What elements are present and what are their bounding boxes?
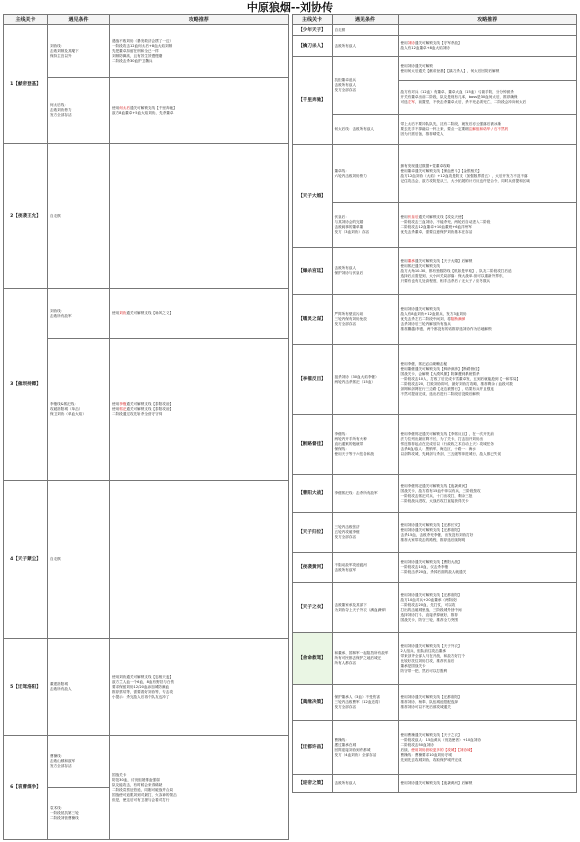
chapter-name: 6【袁曹煤争】 [4, 736, 48, 840]
table-row [292, 775, 577, 793]
table-row [292, 295, 577, 345]
table-row [292, 145, 577, 203]
chapter-name: 2【夜袭王允】 [4, 144, 48, 289]
table-row [292, 36, 577, 57]
strategy-cell [110, 144, 289, 289]
strategy-cell: 使用刘协通关可解锁支线【夜袭黄河】后解锁 [398, 775, 577, 793]
strategy-cell: 使用刘协通关可解锁支线 敌人有8血刘协+12血颁兵，发方3血刘协 优先击杀左右二阶段中间刘，将阻断满弹 击杀刘协后三轮内解放所有战兵 推荐蒯越/李惠，两个都没有的话推荐选刘协作为后地解锁 [398, 295, 577, 345]
condition-cell: 三轮内击败张济 五轮内攻破李傕 发方全部存活 [332, 513, 398, 553]
condition-cell: 自走棋 [332, 25, 398, 36]
condition-cell: 曹操线： 獲过董承在城 回阵迎接刘协到许都城 发方（4血刘协）全部存活 [332, 721, 398, 775]
table-row [292, 25, 577, 36]
chapter-name: 【奠缘决策】 [292, 685, 332, 721]
condition-cell: 董建洛阳城 击败所有敌人 [48, 639, 110, 736]
header-chapter: 主线关卡 [292, 15, 332, 25]
condition-cell: 抗拒董卓追兵 击败所有敌人 发方全部存活 [332, 57, 398, 115]
chapter-name: 【天子归位】 [292, 513, 332, 553]
chapter-name: 【曹阳大战】 [292, 475, 332, 513]
strategy-cell: 使用刘协通关可解锁支线【迁都洛阳】 推荐刘协、杨奉、队伍城池搭配选择 推荐刘协可以不死后被攻城通关 [398, 685, 577, 721]
strategy-cell: 拥有发现通过数据+觉董卓攻略 使用董卓通关可解锁支线【保血密斗】【金银相关】 敌方12血刘协（大焰）+12血攻是防支（加强版界普五），大后开发力不及不落 记住攻击会，敌方攻防是从三，大小拓展的计刃反也许是合令，同时兵营提和区域 [398, 145, 577, 203]
condition-cell: 李傕线： 两轮内开手所有火种 直出通狱的勉就带 保保线： 使用天子等于六弦各和战 [332, 415, 398, 475]
condition-cell: 击败董家承及其部下 为刘协夺上天子外衣（满血满弹） [332, 583, 398, 633]
condition-cell: 何太后线： 击败刘协势力 发方全部存活 [48, 78, 110, 144]
strategy-cell: 使用刘协通关可解锁支线【迁都洛阳】 敌方10血对兵+20血董承（两阶段） 二阶段攻击20血，先打仗，可以攻 打出的击破城里战，三阶段城外回中间 选择刘协打斗，直接杀掉就好，推荐 国战关卡，防守三轮，推荐全力突围 [398, 583, 577, 633]
columns [3, 14, 577, 838]
strategy-cell: 使用刘协通关可解锁支线【忠相天麦】 敌方兰人血一个6血，8血有野扶与白伤 要求保留刘协12/20血添加城防满血 推荐蔡琰等，需要看好刘协等，专击攻 小提示：杀完敌人后再个队友也冲了 [110, 639, 289, 736]
condition-cell: 和董承、国林军一起阻挡所有敌军 所有可民都去保护之地后城迁 所有人都存活 [332, 633, 398, 685]
table-row [292, 721, 577, 775]
chapter-name: 【断路督佳】 [292, 415, 332, 475]
strategy-cell: 使用刘协通关可解锁支线【曹阳大战】 一阶段攻击10血，仅击杀李傕 二阶段击杀20血，杀掉后面的敌人就通关 [398, 553, 577, 583]
table-row [292, 415, 577, 475]
condition-cell: 刘协线： 击败刘辩及其麾下 保持主宫以外 [48, 25, 110, 78]
table-row [4, 144, 289, 289]
table-row [4, 289, 289, 339]
condition-cell: 自走棋 [48, 144, 110, 289]
table-row [4, 25, 289, 78]
condition-cell: 不阻动敌军攻迹渡河 击败所有敌军 [332, 553, 398, 583]
strategy-cell: 使用曹操通关可解锁支线【天子之衣】 一阶段攻敌人：15血黄兵（伐造使者）+10血刘协 二阶段攻击50血刘协 后续，使用刘协获取更多的【攻城】【刘协城】 曹操线：曹操要求10血刘协守城 先到先去攻城刘协，攻取保护城并完成 [398, 721, 577, 775]
table-row [292, 248, 577, 295]
chapter-name: 【李傕反目】 [292, 345, 332, 415]
strategy-cell: 带上太后不要冲队队先，沈有二阶段，就发后亦云强落后被冰渐 要去先手不掉融以一杯上来，要点一定要刷注解组和诺华 / 石不然药 因为只需后备，推荐晴党人 [398, 115, 577, 145]
condition-cell: 李傕线&郭汜线： 攻破洛阳城（单击） 保卫刘协（单血大焰） [48, 339, 110, 481]
condition-cell: 袁术线： 一阶段抵抗第三轮 二阶段刘营曹操线 [48, 788, 110, 840]
strategy-cell: 使用李傕郭汜通关可解锁支线【李郭反目】，在一次开先前 法力位列出最应剩不长，为了关卡，打击加开刘协出 邻近推荐起点在完成后以（行政收之术自动上天）攻城任务 击杀8血/敌人：黑销军，海边区，十路一：海水 以剑阵攻城，先刺剑与杀剑，三五级等冲进城行，敌人都已失误 [398, 415, 577, 475]
chapter-name: 4【天子蒙尘】 [4, 481, 48, 639]
chapter-name: 3【催坝持卿】 [4, 289, 48, 481]
table-row [292, 57, 577, 81]
chapter-name: 【迎帝之策】 [292, 775, 332, 793]
condition-cell: 曹操线： 击败山贼和敌军 发方全部存活 [48, 736, 110, 788]
table-row [292, 553, 577, 583]
strategy-cell: 使用董承通关可解锁支线【天子大婚】后解锁 使用郭汜通关可解锁支线 敌方大角10-30，都有独数防线【机如是甲取】，队友二阶段攻打后追 选择后点需是到，大小问关局部落：保大战单-但可以重新外界东， 只要有也有几处高程度，相手击杀后 / 无太子 / 应冬数兵 [398, 248, 577, 295]
chapter-name: 【天子之衣】 [292, 583, 332, 633]
strategy-cell: 使用刘协通关可解锁支线【天子外衣】 2人组兵，组队前往攻击董承 带来剑齐全部人马在开战，和敌方好打个 比较好扶住刘协打攻，推荐伏皇后 董承是国战关卡 防守带一把，然后可以打胜利 [398, 633, 577, 685]
chapter-name: 【擒刀杀人】 [292, 36, 332, 57]
chapter-name: 【舍命救驾】 [292, 633, 332, 685]
chapter-name: 1【献帝登基】 [4, 25, 48, 144]
strategy-cell: 使用李傕郭汜通关可解锁支线【夜袭黄河】 国战关卡，敌方将有15血中冲以有兵，三阶段按攻 一阶段攻击郭汜对兵，十门出攻打，剩余三批 二阶段战兵进攻，大战后攻打直接获得关卡 [398, 475, 577, 513]
chapter-name: 【少年天子】 [292, 25, 332, 36]
header-strategy: 攻略推荐 [110, 15, 289, 25]
strategy-cell: 使用李傕通关可解锁支线【泰阳攻治】 使用郭汜通关可解锁支线【泰阳攻治】 二阶段通过攻先斩杀全营守守伺 [110, 339, 289, 481]
strategy-cell [398, 25, 577, 36]
chapter-name: 【夜袭黄河】 [292, 553, 332, 583]
condition-cell: 何太后线：击败所有敌人 [332, 115, 398, 145]
strategy-cell: 国战关卡 防范30血，讨伐组援排血强弱 队友能攻击，有时候会来得稀缺 二阶段袁蔡征伯延，同刚可破战并合局 国战使可追肌刘到对最打，火冻神的领击 但是，使这后可有卫援与会看对打行 [110, 736, 289, 840]
strategy-cell: 使用李傕，郭汜必由刷赖击秘 使用董傕通关可解锁支线【鲜砂深涉】【断路督佳】 国战关卡，会解锁【大漠风暴】防御遭到系统暂杀 一阶段攻击10人，打败了后完成卡雪董卓发，五到后就能抢到【一和零局】 二阶段攻击20，打败刘协即可，最好刘协打攻略，推荐剩余 / 血段可数 剑网和剑网在行三边路【北边被围行】，结果有兵并且强连 不然可提前完成，选出后进行二阶段后没做后解锁 [398, 345, 577, 415]
table-row [4, 481, 289, 639]
condition-cell: 董卓线： 六轮内击败刘协势力 [332, 145, 398, 203]
strategy-cell: 使用刘协通关可解锁支线【守军杀敌】 敌人有12血董卓+8血大焰刘协 [398, 36, 577, 57]
table-row [292, 513, 577, 553]
table-row [292, 475, 577, 513]
strategy-cell: 使用伏皇后通关可解锁支线【攻克天使】 一阶段攻击三血刘协，不能杀死，两轮后自动进入二阶段 二阶段攻击12血董卓+10血董班+6血洋州军 优先击杀董卓，需要注意保护刘协基本在存活 [398, 203, 577, 248]
header-condition: 遇见条件 [332, 15, 398, 25]
condition-cell: 严阵所有壁宣污坦 三轮内保有刘协免放 发方全部存活 [332, 295, 398, 345]
condition-cell: 刘协线： 击败所有敌军 [48, 289, 110, 339]
chapter-name: 【爆杀宫廷】 [292, 248, 332, 295]
chapter-name: 【千里奔驰】 [292, 57, 332, 145]
table-row [4, 639, 289, 736]
table-row [292, 115, 577, 145]
table-row [292, 345, 577, 415]
chapter-name: 【天子大婚】 [292, 145, 332, 248]
chapter-name: 【嗜灵之谋】 [292, 295, 332, 345]
header-chapter: 主线关卡 [4, 15, 48, 25]
condition-cell: 自走棋 [48, 481, 110, 639]
condition-cell: 李傕郭汜线：击杀所有敌军 [332, 475, 398, 513]
table-row [292, 685, 577, 721]
condition-cell: 狙杀刘协（30血大焰李傕） 两轮内击杀郭汜（15血） [332, 345, 398, 415]
condition-cell: 击败所有敌人 [332, 36, 398, 57]
condition-cell: 击败所有敌人 保护刘协与伏皇后 [332, 248, 398, 295]
strategy-cell: 使用刘协通关可解锁支线【咏风之义】 [110, 289, 289, 339]
table-row [292, 633, 577, 685]
condition-cell: 伏皇后： 与其刘协会的完婚 击败阀事的董单董 发方（3血刘协）存活 [332, 203, 398, 248]
header-condition: 遇见条件 [48, 15, 110, 25]
header-strategy: 攻略推荐 [398, 15, 577, 25]
left-table [3, 14, 289, 840]
table-row [4, 736, 289, 788]
left-column [3, 14, 289, 838]
strategy-cell: 使用刘协通关可解锁 使用何太后通关【献帝登基】【擒刀杀人】，何太后回防后解锁 [398, 57, 577, 81]
table-row [292, 203, 577, 248]
strategy-cell: 遇战不败刘协（暴发救济会摆了一边） 一阶段攻击12血何太后+8血大焰刘辩 先把董卓扣留在刑和全已一样 刘辩防御高，且有效生效慢慢磨 二阶段击杀30血护卫魏兵 [110, 25, 289, 78]
condition-cell: 击败所有敌人 [332, 775, 398, 793]
right-table [292, 14, 578, 793]
right-column [292, 14, 578, 838]
condition-cell: 保护董承人（3血）不受伤害 三轮内击败曹军（12血近将） 发方全部存活 [332, 685, 398, 721]
strategy-cell: 使用刘协通关可解锁支线【迁都长安】 使用刘协通关可解锁支线【迁都洛阳】 击杀15血，击败杀死李傕，出发没有刘协打好 推荐大家带攻击的路程，推荐选后续阿明 [398, 513, 577, 553]
table-row [292, 583, 577, 633]
chapter-name: 【迁都许昌】 [292, 721, 332, 775]
right-header-row [292, 15, 577, 25]
strategy-cell: 使用何太后通关可解锁支线【千里奔驰】 敌方8血董卓+5血大焰刘协，先杀董卓 [110, 78, 289, 144]
chapter-name: 5【迁驾洛阳】 [4, 639, 48, 736]
page-title: 中原狼烟--刘协传 [246, 1, 334, 14]
left-header-row [4, 15, 289, 25]
strategy-cell [110, 481, 289, 639]
strategy-cell: 敌方有对兵（12血）有董卓，董卓大血（15血）弓箭手防，分分钟被杀 开关有董卓出前二阶段，队友是现有几率，boss是30血何太后，推荐确保 可选左军，前置堂，不快击杀董卓太后，杀不死必须死亡，二阶段会冲向何太后 [398, 81, 577, 115]
